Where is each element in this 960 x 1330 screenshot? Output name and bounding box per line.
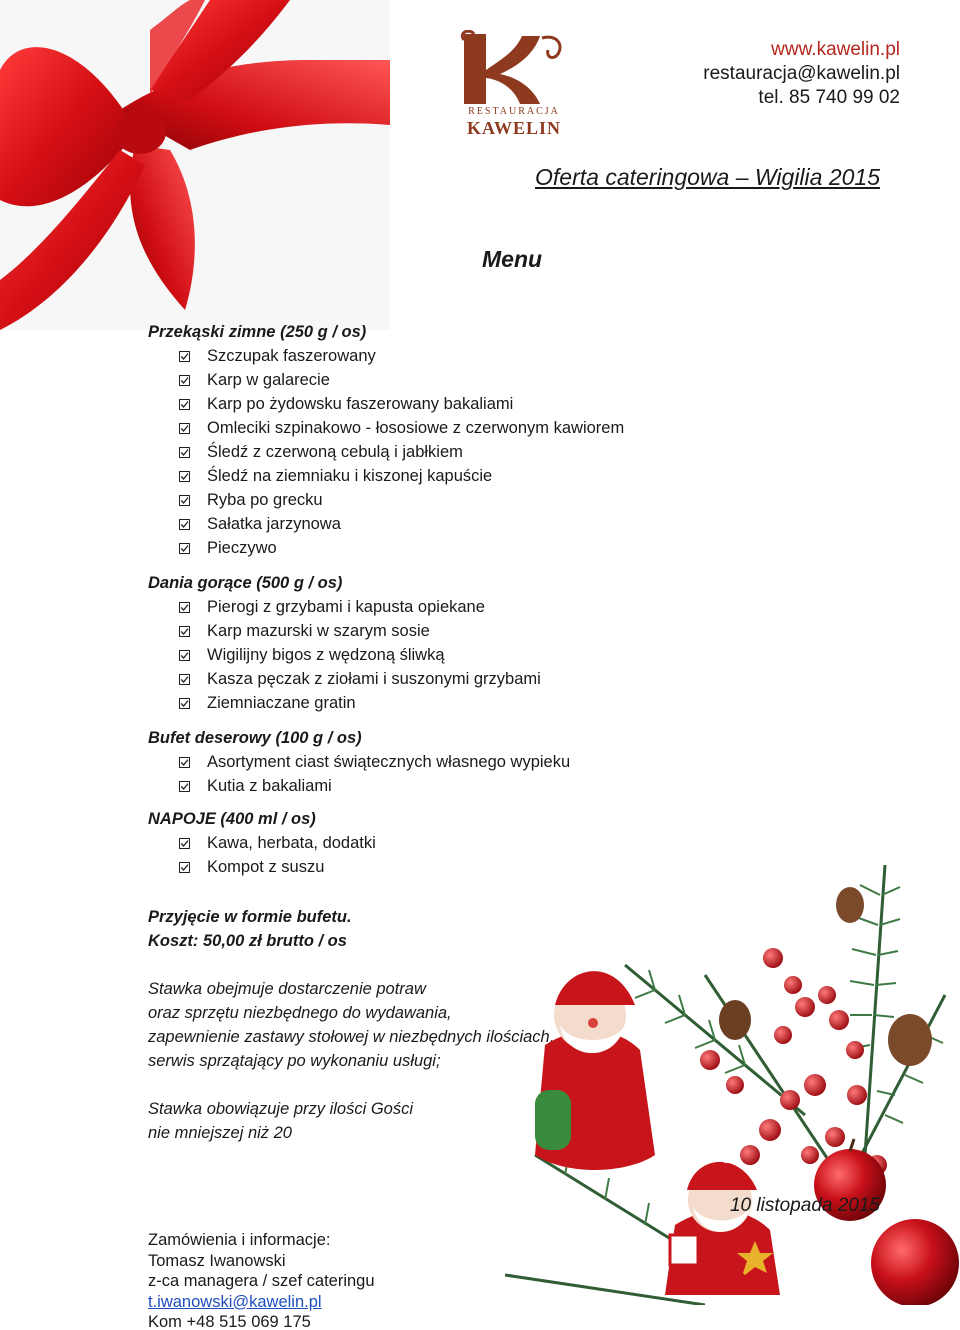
checkbox-checked-icon [179,399,190,410]
note-line: serwis sprzątający po wykonaniu usługi; [148,1052,441,1070]
menu-item [148,619,848,643]
christmas-decoration-icon [505,855,960,1305]
menu-item [148,774,848,798]
orders-contact [148,1230,375,1330]
summary-cost: Koszt: 50,00 zł brutto / os [148,932,347,950]
checkbox-checked-icon [179,626,190,637]
menu-item [148,488,848,512]
note-line: oraz sprzętu niezbędnego do wydawania, [148,1004,452,1022]
note-line: Stawka obejmuje dostarczenie potraw [148,980,426,998]
menu-item-label: Kutia z bakaliami [207,777,332,795]
logo-text-restauracja: RESTAURACJA [468,106,560,117]
menu-item-label: Asortyment ciast świątecznych własnego wypieku [207,753,571,771]
menu-item-label: Śledź z czerwoną cebulą i jabłkiem [207,443,463,461]
checkbox-checked-icon [179,423,190,434]
note-line: nie mniejszej niż 20 [148,1124,292,1142]
email-link[interactable]: restauracja@kawelin.pl [703,63,900,84]
red-ribbon-bow-icon [0,0,390,330]
note-line: zapewnienie zastawy stołowej w niezbędnych ilościach, [148,1028,555,1046]
menu-item-label: Pieczywo [207,539,277,557]
section-list-cold [148,344,848,560]
menu-item [148,392,848,416]
note-line: Stawka obowiązuje przy ilości Gości [148,1100,414,1118]
contact-role: z-ca managera / szef cateringu [148,1272,375,1290]
contact-email-link[interactable]: t.iwanowski@kawelin.pl [148,1292,322,1311]
checkbox-checked-icon [179,351,190,362]
menu-item [148,464,848,488]
checkbox-checked-icon [179,698,190,709]
menu-item [148,831,848,855]
menu-item-label: Śledź na ziemniaku i kiszonej kapuście [207,467,493,485]
checkbox-checked-icon [179,757,190,768]
checkbox-checked-icon [179,862,190,873]
section-title-dessert: Bufet deserowy (100 g / os) [148,729,362,747]
checkbox-checked-icon [179,471,190,482]
section-title-hot: Dania gorące (500 g / os) [148,574,343,592]
date-text: 10 listopada 2015 [729,1195,880,1216]
checkbox-checked-icon [179,838,190,849]
menu-item-label: Pierogi z grzybami i kapusta opiekane [207,598,485,616]
section-list-hot [148,595,848,715]
section-title-drinks: NAPOJE (400 ml / os) [148,810,316,828]
contact-mobile: Kom +48 515 069 175 [148,1313,311,1330]
checkbox-checked-icon [179,519,190,530]
checkbox-checked-icon [179,495,190,506]
menu-item [148,344,848,368]
checkbox-checked-icon [179,447,190,458]
menu-item [148,667,848,691]
section-list-dessert [148,750,848,798]
website-link[interactable]: www.kawelin.pl [771,39,900,60]
menu-item-label: Karp po żydowsku faszerowany bakaliami [207,395,514,413]
menu-content [148,320,848,879]
menu-item [148,750,848,774]
checkbox-checked-icon [179,781,190,792]
logo-text-kawelin: KAWELIN [466,118,562,138]
phone-number: tel. 85 740 99 02 [758,87,900,108]
guests-note [148,1097,413,1145]
checkbox-checked-icon [179,674,190,685]
menu-item-label: Sałatka jarzynowa [207,515,341,533]
menu-item-label: Wigilijny bigos z wędzoną śliwką [207,646,445,664]
price-summary [148,905,352,953]
offer-title: Oferta cateringowa – Wigilia 2015 [535,164,880,190]
menu-item [148,416,848,440]
menu-item-label: Karp mazurski w szarym sosie [207,622,430,640]
menu-item-label: Ryba po grecku [207,491,323,509]
checkbox-checked-icon [179,375,190,386]
section-title-cold: Przekąski zimne (250 g / os) [148,323,367,341]
menu-item [148,368,848,392]
checkbox-checked-icon [179,543,190,554]
menu-title: Menu [482,246,543,272]
service-note [148,977,554,1073]
menu-item-label: Szczupak faszerowany [207,347,376,365]
menu-item-label: Kawa, herbata, dodatki [207,834,376,852]
contact-block [703,38,900,110]
menu-item [148,595,848,619]
menu-item [148,536,848,560]
menu-item-label: Ziemniaczane gratin [207,694,356,712]
menu-item [148,691,848,715]
menu-item-label: Kasza pęczak z ziołami i suszonymi grzybami [207,670,541,688]
svg-text:K: K [510,85,512,87]
menu-item-label: Kompot z suszu [207,858,325,876]
menu-item [148,643,848,667]
contact-name: Tomasz Iwanowski [148,1251,286,1270]
menu-item-label: Karp w galarecie [207,371,330,389]
menu-item [148,512,848,536]
checkbox-checked-icon [179,602,190,613]
menu-item-label: Omleciki szpinakowo - łososiowe z czerwonym kawiorem [207,419,625,437]
menu-item [148,440,848,464]
checkbox-checked-icon [179,650,190,661]
summary-buffet: Przyjęcie w formie bufetu. [148,908,352,926]
orders-label: Zamówienia i informacje: [148,1231,331,1249]
